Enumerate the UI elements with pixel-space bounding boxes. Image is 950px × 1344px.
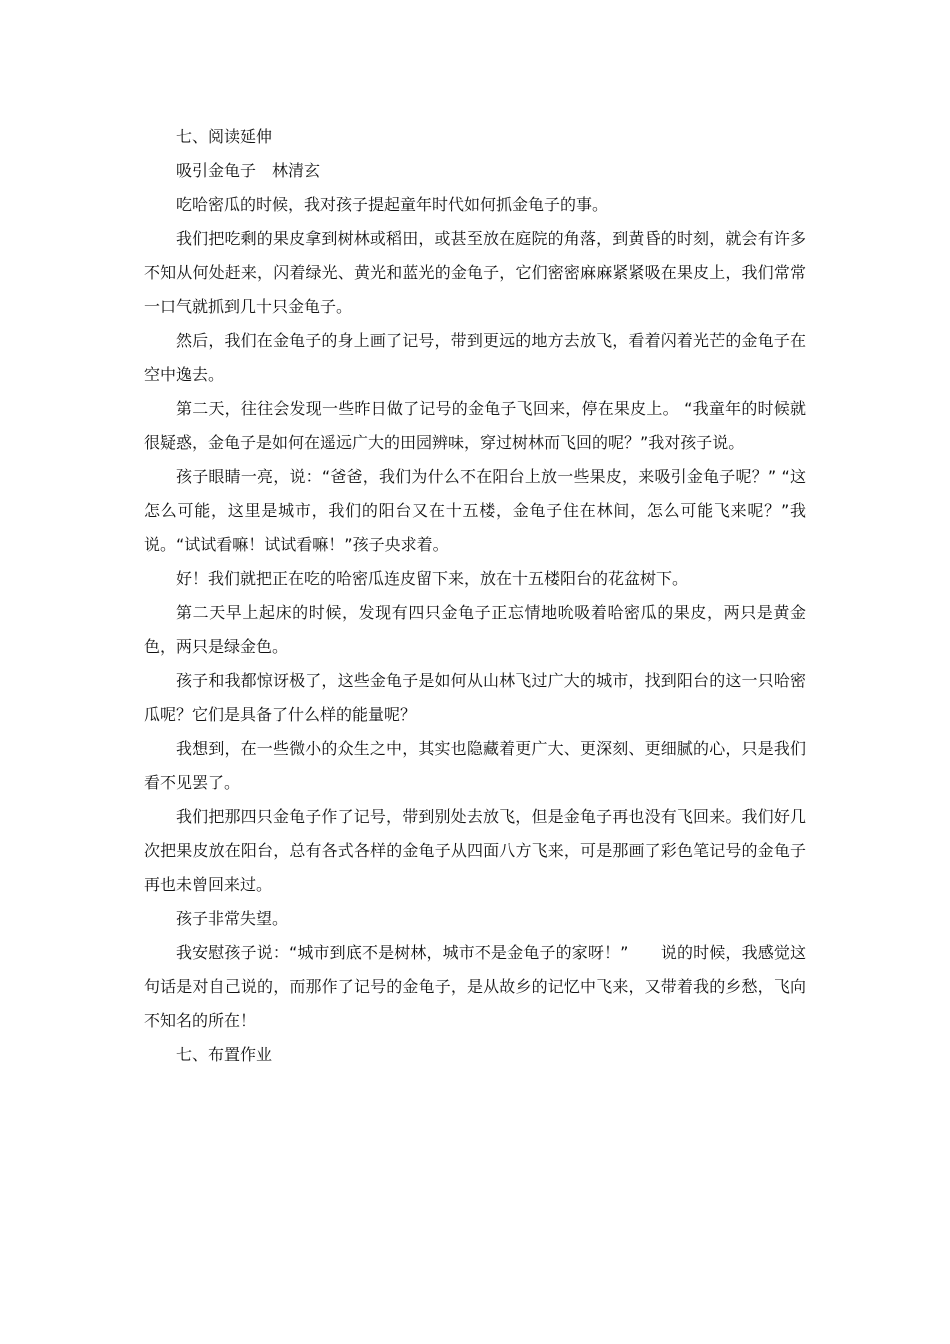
article-title: 吸引金龟子 林清玄 — [176, 161, 321, 180]
paragraph: 我们把吃剩的果皮拿到树林或稻田，或甚至放在庭院的角落，到黄昏的时刻，就会有许多不知从何处赶来，闪着绿光、黄光和蓝光的金龟子，它们密密麻麻紧紧吸在果皮上，我们常常一口气就抓到几十只金龟子。 — [144, 229, 806, 316]
closing-heading: 七、布置作业 — [176, 1045, 273, 1064]
section-heading: 七、阅读延伸 — [176, 127, 273, 146]
document-body — [144, 120, 806, 1072]
paragraph: 我想到，在一些微小的众生之中，其实也隐藏着更广大、更深刻、更细腻的心，只是我们看不见罢了。 — [144, 739, 806, 792]
paragraph: 第二天早上起床的时候，发现有四只金龟子正忘情地吮吸着哈密瓜的果皮，两只是黄金色，两只是绿金色。 — [144, 603, 806, 656]
paragraph: 孩子和我都惊讶极了，这些金龟子是如何从山林飞过广大的城市，找到阳台的这一只哈密瓜呢？它们是具备了什么样的能量呢？ — [144, 671, 806, 724]
paragraph: 孩子眼睛一亮，说：“爸爸，我们为什么不在阳台上放一些果皮，来吸引金龟子呢？” “这怎么可能，这里是城市，我们的阳台又在十五楼，金龟子住在林间，怎么可能飞来呢？”我说。“试试看嘛！试试看嘛！”孩子央求着。 — [144, 467, 806, 554]
paragraph: 第二天，往往会发现一些昨日做了记号的金龟子飞回来，停在果皮上。 “我童年的时候就很疑惑，金龟子是如何在遥远广大的田园辨味，穿过树林而飞回的呢？”我对孩子说。 — [144, 399, 806, 452]
paragraph: 好！我们就把正在吃的哈密瓜连皮留下来，放在十五楼阳台的花盆树下。 — [176, 569, 689, 588]
paragraph: 我们把那四只金龟子作了记号，带到别处去放飞，但是金龟子再也没有飞回来。我们好几次把果皮放在阳台，总有各式各样的金龟子从四面八方飞来，可是那画了彩色笔记号的金龟子再也未曾回来过。 — [144, 807, 806, 894]
paragraph: 我安慰孩子说：“城市到底不是树林，城市不是金龟子的家呀！” 说的时候，我感觉这句话是对自己说的，而那作了记号的金龟子，是从故乡的记忆中飞来，又带着我的乡愁，飞向不知名的所在！ — [144, 943, 806, 1030]
paragraph: 吃哈密瓜的时候，我对孩子提起童年时代如何抓金龟子的事。 — [176, 195, 609, 214]
paragraph: 孩子非常失望。 — [176, 909, 289, 928]
paragraph: 然后，我们在金龟子的身上画了记号，带到更远的地方去放飞，看着闪着光芒的金龟子在空中逸去。 — [144, 331, 806, 384]
